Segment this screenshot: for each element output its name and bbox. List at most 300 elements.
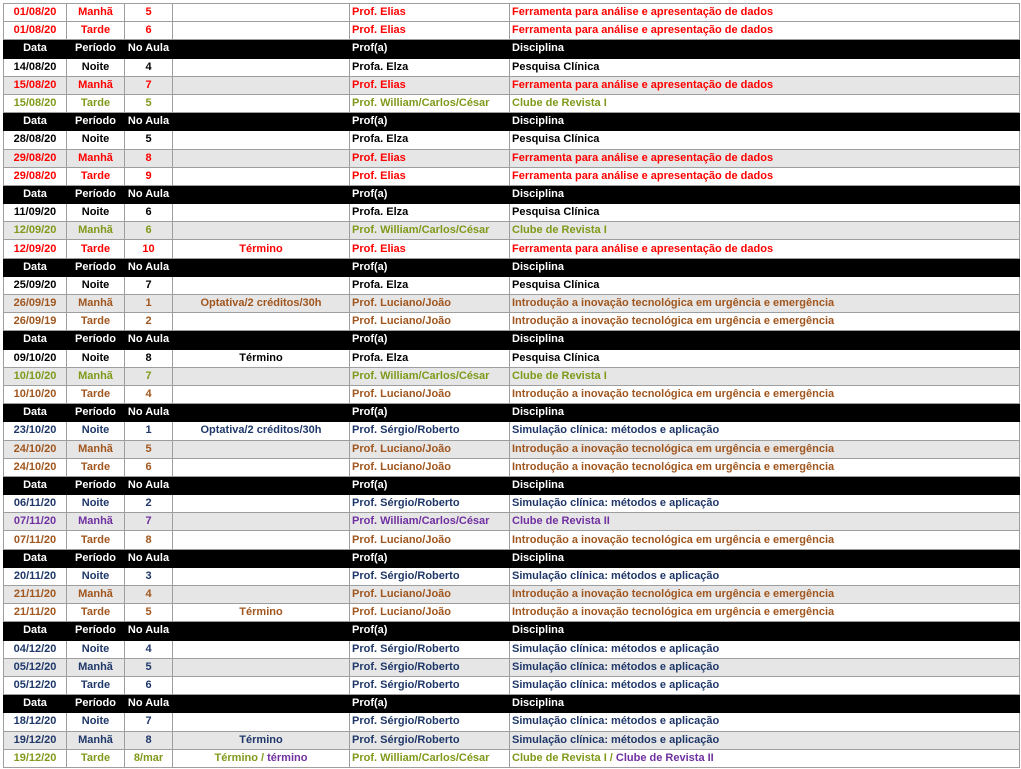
cell-discipline: Clube de Revista II	[510, 513, 1020, 531]
cell-period: Noite	[67, 349, 125, 367]
cell-professor: Prof. Luciano/João	[350, 385, 510, 403]
cell-period: Tarde	[67, 313, 125, 331]
cell-lesson-number: 5	[125, 658, 173, 676]
cell-professor: Prof. Luciano/João	[350, 313, 510, 331]
cell-note	[173, 94, 350, 112]
cell-period: Noite	[67, 276, 125, 294]
cell-note	[173, 513, 350, 531]
cell-date: 10/10/20	[4, 385, 67, 403]
cell-date: 29/08/20	[4, 167, 67, 185]
cell-professor: Prof. Luciano/João	[350, 295, 510, 313]
cell-period: Noite	[67, 422, 125, 440]
cell-note	[173, 313, 350, 331]
header-cell-discipline: Disciplina	[510, 622, 1020, 640]
table-row	[4, 749, 1020, 767]
cell-note: Optativa/2 créditos/30h	[173, 295, 350, 313]
header-row	[4, 185, 1020, 203]
header-cell-note	[173, 113, 350, 131]
cell-period: Manhã	[67, 76, 125, 94]
cell-date: 11/09/20	[4, 204, 67, 222]
header-cell-discipline: Disciplina	[510, 258, 1020, 276]
table-row	[4, 513, 1020, 531]
cell-date: 19/12/20	[4, 731, 67, 749]
cell-note	[173, 495, 350, 513]
cell-lesson-number: 8/mar	[125, 749, 173, 767]
cell-discipline	[510, 749, 1020, 767]
cell-lesson-number: 4	[125, 58, 173, 76]
header-row	[4, 476, 1020, 494]
cell-discipline: Ferramenta para análise e apresentação de dados	[510, 22, 1020, 40]
cell-lesson-number: 7	[125, 76, 173, 94]
cell-period: Manhã	[67, 222, 125, 240]
cell-discipline-part: Clube de Revista I /	[512, 751, 616, 764]
cell-discipline: Introdução a inovação tecnológica em urgência e emergência	[510, 295, 1020, 313]
cell-discipline: Pesquisa Clínica	[510, 58, 1020, 76]
cell-period: Noite	[67, 495, 125, 513]
header-cell-period: Período	[67, 622, 125, 640]
table-row	[4, 58, 1020, 76]
cell-professor: Profa. Elza	[350, 131, 510, 149]
table-row	[4, 22, 1020, 40]
table-row	[4, 149, 1020, 167]
table-row	[4, 4, 1020, 22]
cell-period: Manhã	[67, 295, 125, 313]
table-row	[4, 531, 1020, 549]
cell-discipline: Introdução a inovação tecnológica em urgência e emergência	[510, 440, 1020, 458]
cell-professor: Prof. Sérgio/Roberto	[350, 567, 510, 585]
cell-discipline: Introdução a inovação tecnológica em urgência e emergência	[510, 385, 1020, 403]
cell-lesson-number: 5	[125, 94, 173, 112]
header-cell-professor: Prof(a)	[350, 404, 510, 422]
header-row	[4, 404, 1020, 422]
cell-professor: Prof. Sérgio/Roberto	[350, 676, 510, 694]
cell-date: 25/09/20	[4, 276, 67, 294]
cell-discipline: Simulação clínica: métodos e aplicação	[510, 422, 1020, 440]
cell-discipline: Clube de Revista I	[510, 222, 1020, 240]
header-row	[4, 40, 1020, 58]
header-cell-note	[173, 476, 350, 494]
header-cell-note	[173, 40, 350, 58]
cell-period: Noite	[67, 567, 125, 585]
header-cell-professor: Prof(a)	[350, 331, 510, 349]
cell-note	[173, 167, 350, 185]
cell-lesson-number: 2	[125, 313, 173, 331]
cell-discipline: Simulação clínica: métodos e aplicação	[510, 676, 1020, 694]
cell-professor: Prof. William/Carlos/César	[350, 513, 510, 531]
cell-note	[173, 749, 350, 767]
header-row	[4, 695, 1020, 713]
cell-discipline: Pesquisa Clínica	[510, 131, 1020, 149]
table-row	[4, 422, 1020, 440]
cell-period: Tarde	[67, 676, 125, 694]
cell-discipline: Ferramenta para análise e apresentação de dados	[510, 167, 1020, 185]
cell-lesson-number: 6	[125, 22, 173, 40]
header-cell-period: Período	[67, 331, 125, 349]
cell-discipline: Introdução a inovação tecnológica em urgência e emergência	[510, 531, 1020, 549]
cell-professor: Prof. Luciano/João	[350, 586, 510, 604]
table-row	[4, 204, 1020, 222]
header-cell-professor: Prof(a)	[350, 40, 510, 58]
header-cell-note	[173, 185, 350, 203]
cell-note: Término	[173, 731, 350, 749]
cell-professor: Prof. William/Carlos/César	[350, 222, 510, 240]
table-row	[4, 495, 1020, 513]
table-row	[4, 713, 1020, 731]
cell-lesson-number: 5	[125, 440, 173, 458]
cell-professor: Prof. Elias	[350, 22, 510, 40]
cell-date: 24/10/20	[4, 458, 67, 476]
cell-date: 21/11/20	[4, 586, 67, 604]
cell-discipline: Simulação clínica: métodos e aplicação	[510, 658, 1020, 676]
header-cell-professor: Prof(a)	[350, 695, 510, 713]
header-row	[4, 258, 1020, 276]
cell-date: 05/12/20	[4, 676, 67, 694]
header-cell-lesson-number: No Aula	[125, 622, 173, 640]
cell-note	[173, 149, 350, 167]
cell-professor: Prof. Elias	[350, 149, 510, 167]
cell-note	[173, 640, 350, 658]
cell-lesson-number: 4	[125, 586, 173, 604]
cell-date: 19/12/20	[4, 749, 67, 767]
table-row	[4, 295, 1020, 313]
cell-date: 24/10/20	[4, 440, 67, 458]
header-cell-professor: Prof(a)	[350, 549, 510, 567]
header-cell-discipline: Disciplina	[510, 113, 1020, 131]
table-row	[4, 167, 1020, 185]
header-cell-professor: Prof(a)	[350, 476, 510, 494]
cell-period: Tarde	[67, 240, 125, 258]
cell-professor: Prof. William/Carlos/César	[350, 94, 510, 112]
table-row	[4, 367, 1020, 385]
cell-discipline: Introdução a inovação tecnológica em urgência e emergência	[510, 604, 1020, 622]
cell-lesson-number: 6	[125, 204, 173, 222]
cell-discipline: Pesquisa Clínica	[510, 204, 1020, 222]
schedule-body	[4, 4, 1020, 768]
cell-period: Tarde	[67, 385, 125, 403]
cell-professor: Prof. Elias	[350, 240, 510, 258]
cell-discipline: Pesquisa Clínica	[510, 349, 1020, 367]
cell-note	[173, 4, 350, 22]
header-cell-period: Período	[67, 549, 125, 567]
cell-period: Manhã	[67, 440, 125, 458]
cell-date: 29/08/20	[4, 149, 67, 167]
cell-note: Término	[173, 349, 350, 367]
cell-date: 05/12/20	[4, 658, 67, 676]
header-cell-note	[173, 622, 350, 640]
cell-discipline: Introdução a inovação tecnológica em urgência e emergência	[510, 586, 1020, 604]
cell-lesson-number: 7	[125, 513, 173, 531]
cell-period: Noite	[67, 640, 125, 658]
cell-date: 26/09/19	[4, 295, 67, 313]
cell-date: 01/08/20	[4, 4, 67, 22]
cell-note	[173, 276, 350, 294]
header-cell-professor: Prof(a)	[350, 113, 510, 131]
cell-lesson-number: 4	[125, 640, 173, 658]
cell-period: Noite	[67, 131, 125, 149]
table-row	[4, 76, 1020, 94]
cell-professor: Prof. Sérgio/Roberto	[350, 495, 510, 513]
header-cell-lesson-number: No Aula	[125, 476, 173, 494]
cell-lesson-number: 9	[125, 167, 173, 185]
header-cell-professor: Prof(a)	[350, 622, 510, 640]
header-cell-note	[173, 258, 350, 276]
table-row	[4, 658, 1020, 676]
cell-professor: Prof. William/Carlos/César	[350, 749, 510, 767]
cell-lesson-number: 7	[125, 276, 173, 294]
cell-note	[173, 385, 350, 403]
cell-date: 14/08/20	[4, 58, 67, 76]
cell-date: 23/10/20	[4, 422, 67, 440]
header-cell-date: Data	[4, 622, 67, 640]
header-cell-discipline: Disciplina	[510, 476, 1020, 494]
table-row	[4, 604, 1020, 622]
cell-note: Optativa/2 créditos/30h	[173, 422, 350, 440]
cell-discipline: Clube de Revista I	[510, 367, 1020, 385]
header-cell-discipline: Disciplina	[510, 695, 1020, 713]
header-cell-date: Data	[4, 695, 67, 713]
cell-date: 15/08/20	[4, 94, 67, 112]
cell-date: 12/09/20	[4, 240, 67, 258]
cell-note	[173, 531, 350, 549]
cell-lesson-number: 7	[125, 713, 173, 731]
cell-discipline: Clube de Revista I	[510, 94, 1020, 112]
cell-lesson-number: 6	[125, 458, 173, 476]
header-cell-period: Período	[67, 185, 125, 203]
cell-note	[173, 586, 350, 604]
cell-note	[173, 440, 350, 458]
cell-date: 10/10/20	[4, 367, 67, 385]
cell-note: Término	[173, 604, 350, 622]
cell-professor: Prof. Luciano/João	[350, 458, 510, 476]
cell-date: 04/12/20	[4, 640, 67, 658]
cell-period: Manhã	[67, 149, 125, 167]
header-cell-lesson-number: No Aula	[125, 113, 173, 131]
table-row	[4, 731, 1020, 749]
cell-note	[173, 658, 350, 676]
cell-lesson-number: 7	[125, 367, 173, 385]
cell-discipline: Simulação clínica: métodos e aplicação	[510, 731, 1020, 749]
header-cell-lesson-number: No Aula	[125, 40, 173, 58]
cell-date: 21/11/20	[4, 604, 67, 622]
cell-lesson-number: 10	[125, 240, 173, 258]
cell-note	[173, 58, 350, 76]
cell-period: Manhã	[67, 658, 125, 676]
header-cell-discipline: Disciplina	[510, 331, 1020, 349]
header-cell-period: Período	[67, 258, 125, 276]
cell-lesson-number: 1	[125, 295, 173, 313]
cell-professor: Profa. Elza	[350, 276, 510, 294]
cell-professor: Profa. Elza	[350, 349, 510, 367]
header-cell-lesson-number: No Aula	[125, 331, 173, 349]
cell-lesson-number: 8	[125, 731, 173, 749]
cell-period: Noite	[67, 204, 125, 222]
header-cell-period: Período	[67, 695, 125, 713]
table-row	[4, 640, 1020, 658]
cell-professor: Prof. Sérgio/Roberto	[350, 731, 510, 749]
cell-discipline: Simulação clínica: métodos e aplicação	[510, 640, 1020, 658]
cell-discipline: Simulação clínica: métodos e aplicação	[510, 495, 1020, 513]
header-cell-discipline: Disciplina	[510, 185, 1020, 203]
cell-note: Término	[173, 240, 350, 258]
header-cell-professor: Prof(a)	[350, 258, 510, 276]
cell-period: Noite	[67, 58, 125, 76]
cell-professor: Prof. William/Carlos/César	[350, 367, 510, 385]
cell-lesson-number: 8	[125, 531, 173, 549]
schedule-table	[3, 3, 1020, 768]
cell-lesson-number: 6	[125, 222, 173, 240]
table-row	[4, 440, 1020, 458]
cell-note	[173, 131, 350, 149]
header-cell-note	[173, 404, 350, 422]
cell-discipline: Introdução a inovação tecnológica em urgência e emergência	[510, 313, 1020, 331]
cell-period: Noite	[67, 713, 125, 731]
header-cell-discipline: Disciplina	[510, 404, 1020, 422]
header-cell-lesson-number: No Aula	[125, 549, 173, 567]
table-row	[4, 567, 1020, 585]
cell-date: 20/11/20	[4, 567, 67, 585]
header-cell-date: Data	[4, 113, 67, 131]
cell-lesson-number: 8	[125, 149, 173, 167]
header-cell-lesson-number: No Aula	[125, 258, 173, 276]
header-cell-lesson-number: No Aula	[125, 404, 173, 422]
cell-lesson-number: 2	[125, 495, 173, 513]
cell-period: Tarde	[67, 749, 125, 767]
header-cell-professor: Prof(a)	[350, 185, 510, 203]
header-cell-date: Data	[4, 331, 67, 349]
cell-period: Tarde	[67, 458, 125, 476]
header-cell-date: Data	[4, 40, 67, 58]
cell-date: 28/08/20	[4, 131, 67, 149]
cell-lesson-number: 6	[125, 676, 173, 694]
header-cell-discipline: Disciplina	[510, 549, 1020, 567]
table-row	[4, 385, 1020, 403]
cell-note	[173, 204, 350, 222]
cell-professor: Profa. Elza	[350, 58, 510, 76]
cell-note	[173, 458, 350, 476]
cell-date: 15/08/20	[4, 76, 67, 94]
cell-period: Tarde	[67, 22, 125, 40]
cell-discipline: Simulação clínica: métodos e aplicação	[510, 567, 1020, 585]
cell-discipline: Simulação clínica: métodos e aplicação	[510, 713, 1020, 731]
cell-lesson-number: 5	[125, 131, 173, 149]
header-cell-period: Período	[67, 113, 125, 131]
cell-professor: Profa. Elza	[350, 204, 510, 222]
table-row	[4, 349, 1020, 367]
cell-professor: Prof. Elias	[350, 76, 510, 94]
cell-period: Manhã	[67, 367, 125, 385]
cell-lesson-number: 1	[125, 422, 173, 440]
cell-period: Manhã	[67, 586, 125, 604]
header-row	[4, 331, 1020, 349]
cell-professor: Prof. Sérgio/Roberto	[350, 658, 510, 676]
cell-date: 09/10/20	[4, 349, 67, 367]
cell-date: 18/12/20	[4, 713, 67, 731]
table-row	[4, 222, 1020, 240]
cell-discipline: Ferramenta para análise e apresentação de dados	[510, 240, 1020, 258]
header-cell-date: Data	[4, 404, 67, 422]
header-row	[4, 113, 1020, 131]
cell-date: 12/09/20	[4, 222, 67, 240]
table-row	[4, 458, 1020, 476]
header-cell-note	[173, 549, 350, 567]
cell-professor: Prof. Luciano/João	[350, 440, 510, 458]
table-row	[4, 131, 1020, 149]
cell-note	[173, 76, 350, 94]
cell-lesson-number: 5	[125, 604, 173, 622]
cell-note-part: Término /	[214, 751, 268, 764]
cell-date: 26/09/19	[4, 313, 67, 331]
header-cell-lesson-number: No Aula	[125, 185, 173, 203]
cell-professor: Prof. Luciano/João	[350, 604, 510, 622]
table-row	[4, 240, 1020, 258]
cell-date: 01/08/20	[4, 22, 67, 40]
header-cell-discipline: Disciplina	[510, 40, 1020, 58]
table-row	[4, 94, 1020, 112]
cell-discipline: Ferramenta para análise e apresentação de dados	[510, 4, 1020, 22]
cell-professor: Prof. Luciano/João	[350, 531, 510, 549]
header-cell-date: Data	[4, 258, 67, 276]
table-row	[4, 313, 1020, 331]
cell-discipline: Pesquisa Clínica	[510, 276, 1020, 294]
cell-note	[173, 713, 350, 731]
header-cell-lesson-number: No Aula	[125, 695, 173, 713]
table-row	[4, 586, 1020, 604]
cell-note	[173, 567, 350, 585]
cell-professor: Prof. Sérgio/Roberto	[350, 713, 510, 731]
cell-date: 07/11/20	[4, 513, 67, 531]
cell-period: Manhã	[67, 731, 125, 749]
cell-professor: Prof. Elias	[350, 167, 510, 185]
cell-lesson-number: 5	[125, 4, 173, 22]
header-cell-note	[173, 331, 350, 349]
cell-period: Tarde	[67, 531, 125, 549]
header-cell-note	[173, 695, 350, 713]
cell-date: 07/11/20	[4, 531, 67, 549]
cell-note	[173, 367, 350, 385]
cell-professor: Prof. Elias	[350, 4, 510, 22]
header-cell-date: Data	[4, 185, 67, 203]
cell-period: Manhã	[67, 513, 125, 531]
header-cell-date: Data	[4, 549, 67, 567]
header-cell-period: Período	[67, 476, 125, 494]
header-cell-period: Período	[67, 404, 125, 422]
header-cell-date: Data	[4, 476, 67, 494]
header-row	[4, 549, 1020, 567]
cell-note-part: término	[267, 751, 308, 764]
cell-note	[173, 22, 350, 40]
table-row	[4, 276, 1020, 294]
cell-period: Tarde	[67, 604, 125, 622]
cell-discipline: Introdução a inovação tecnológica em urgência e emergência	[510, 458, 1020, 476]
cell-lesson-number: 3	[125, 567, 173, 585]
cell-discipline: Ferramenta para análise e apresentação de dados	[510, 149, 1020, 167]
header-row	[4, 622, 1020, 640]
cell-period: Manhã	[67, 4, 125, 22]
cell-lesson-number: 8	[125, 349, 173, 367]
cell-discipline: Ferramenta para análise e apresentação de dados	[510, 76, 1020, 94]
cell-discipline-part: Clube de Revista II	[615, 751, 714, 764]
cell-note	[173, 676, 350, 694]
header-cell-period: Período	[67, 40, 125, 58]
cell-period: Tarde	[67, 94, 125, 112]
cell-date: 06/11/20	[4, 495, 67, 513]
cell-lesson-number: 4	[125, 385, 173, 403]
cell-professor: Prof. Sérgio/Roberto	[350, 640, 510, 658]
cell-period: Tarde	[67, 167, 125, 185]
table-row	[4, 676, 1020, 694]
cell-professor: Prof. Sérgio/Roberto	[350, 422, 510, 440]
cell-note	[173, 222, 350, 240]
